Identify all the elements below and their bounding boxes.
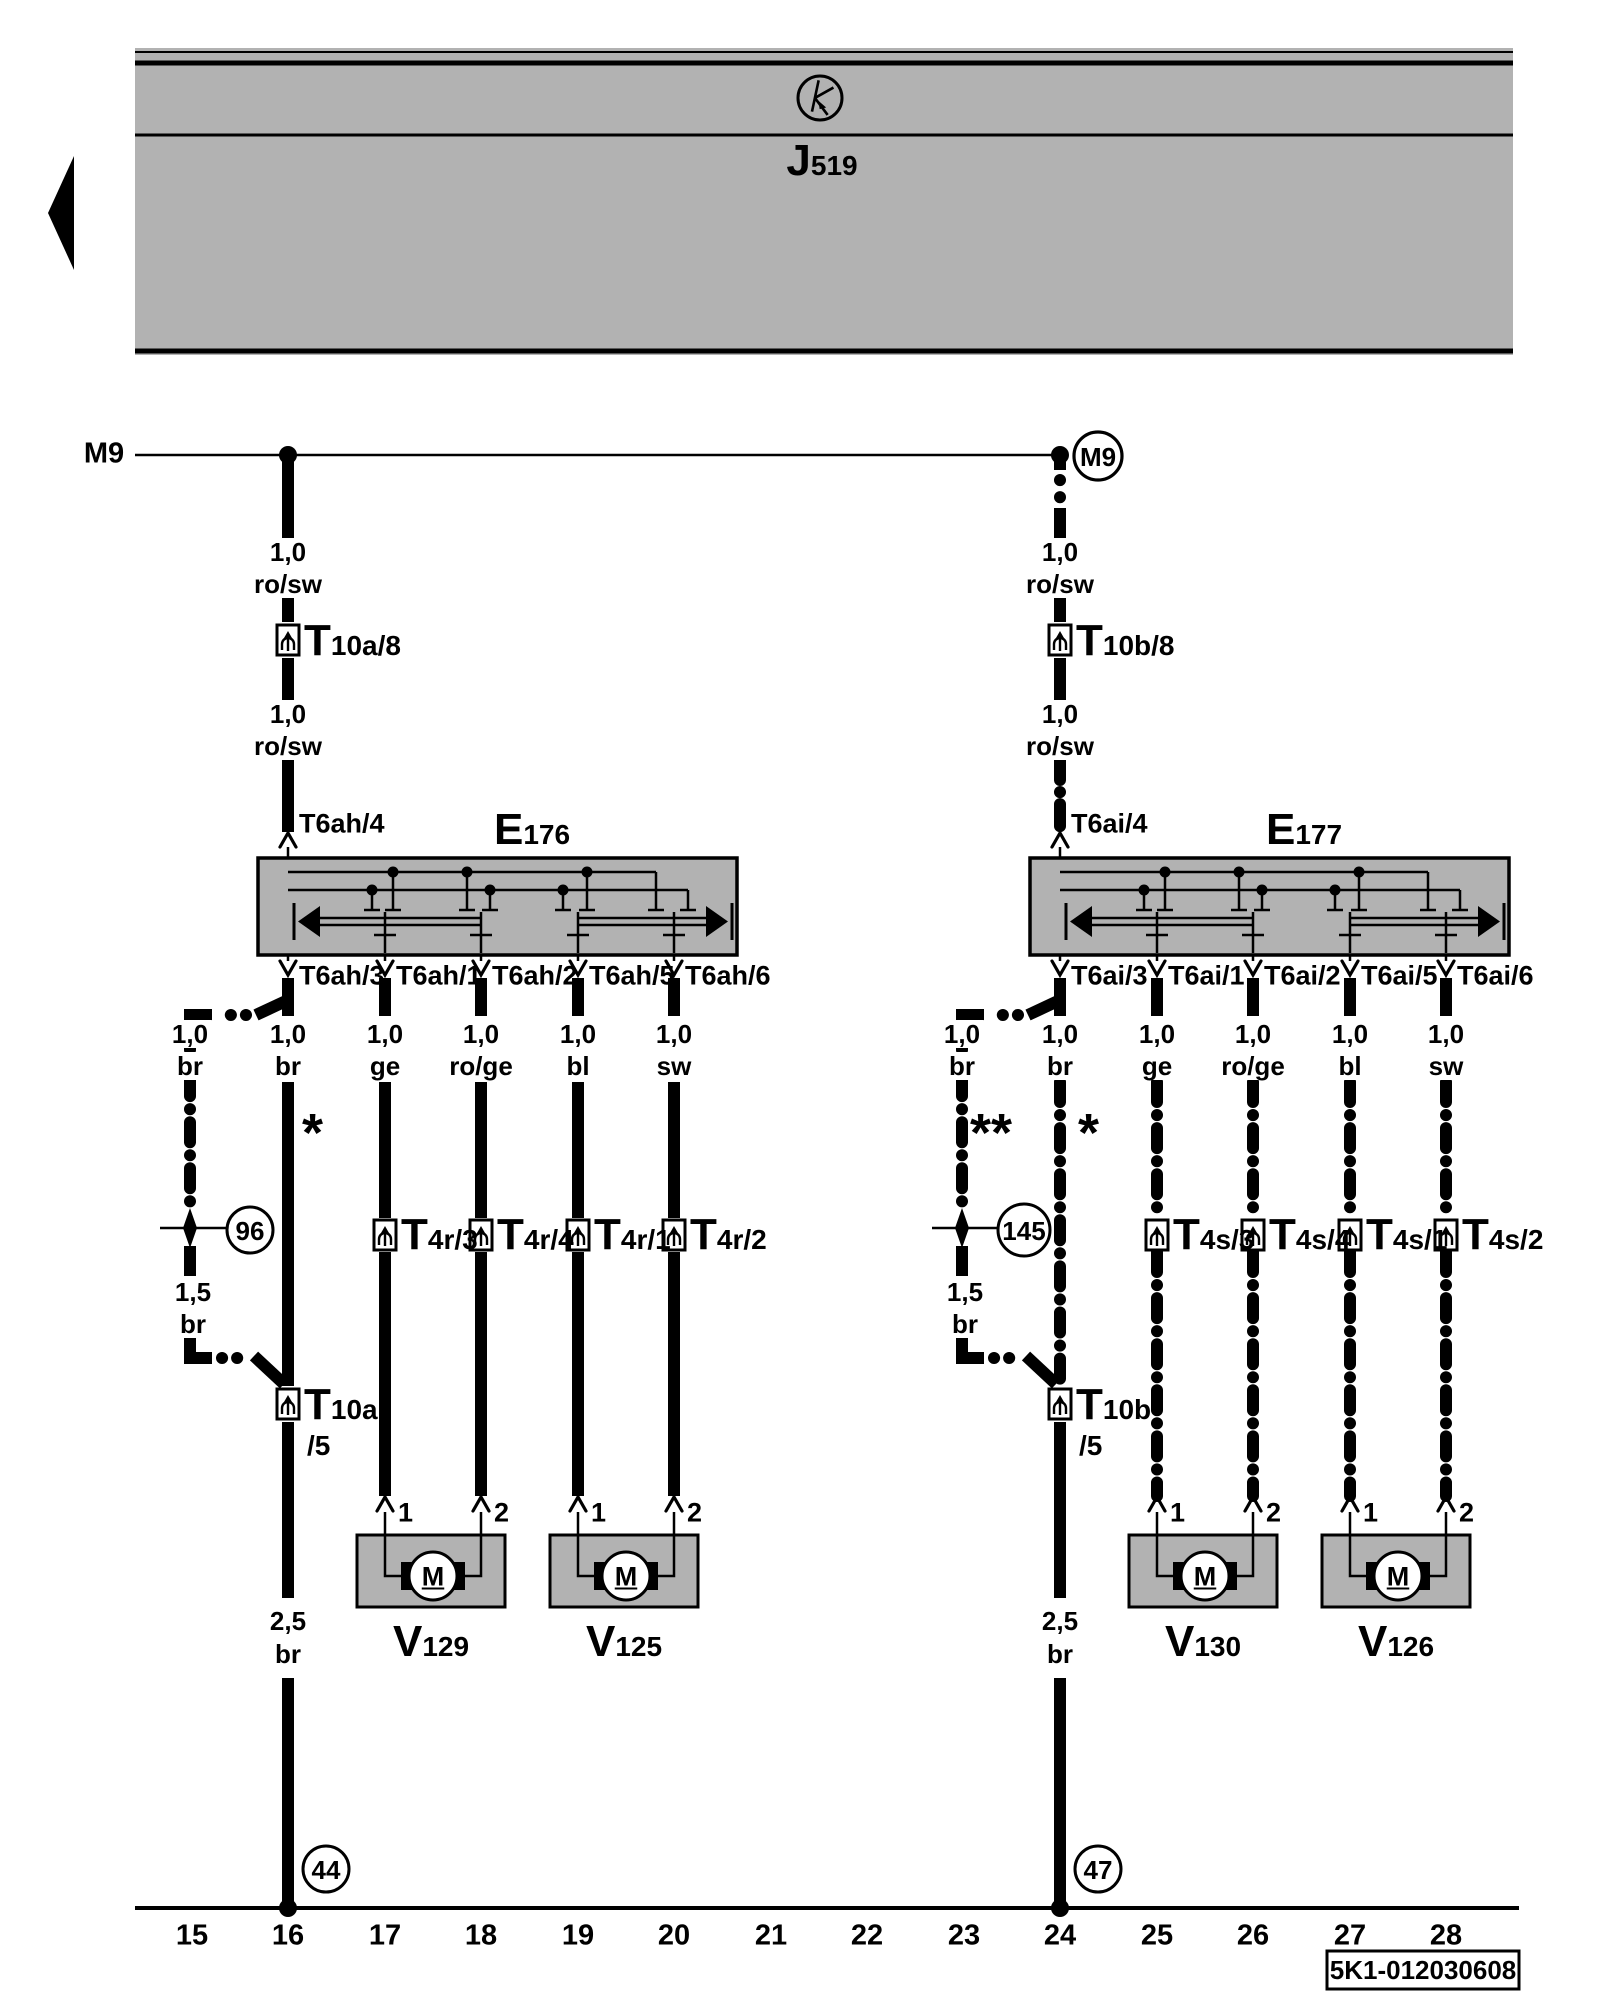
- pin-label: T6ai/3: [1071, 960, 1148, 991]
- wire-gauge-label: 1,0: [1038, 538, 1082, 566]
- wire-gauge-label: 1,0: [556, 1020, 600, 1048]
- track-number: 28: [1429, 1919, 1463, 1952]
- track-number: 19: [561, 1919, 595, 1952]
- footnote-star: **: [970, 1103, 1013, 1163]
- ground-node-label: 145: [1002, 1216, 1046, 1246]
- wire-color-label: br: [945, 1052, 979, 1080]
- node-47-label: 47: [1083, 1855, 1113, 1885]
- wire-color-label: ro/sw: [250, 732, 326, 760]
- e176-ref-label: E176: [493, 805, 571, 854]
- node-44-label: 44: [311, 1855, 341, 1885]
- connector-label: T4s/2: [1462, 1210, 1544, 1259]
- e177-ref-label: E177: [1265, 805, 1343, 854]
- wire-color-label: ro/sw: [250, 570, 326, 598]
- motor-pin-number: 2: [1266, 1497, 1282, 1528]
- connector-label-t10b: T10b: [1076, 1380, 1152, 1429]
- wire-gauge-label: 1,0: [266, 700, 310, 728]
- wire-gauge-label: 1,0: [940, 1020, 984, 1048]
- wire-color-label: ge: [1138, 1052, 1176, 1080]
- left-main-brown-wire: [256, 978, 288, 1908]
- motor-m-symbol: M: [421, 1561, 445, 1592]
- ground-node-label: 96: [235, 1216, 265, 1246]
- track-number: 15: [175, 1919, 209, 1952]
- pin-label: T6ai/2: [1264, 960, 1341, 991]
- motor-m-symbol: M: [1193, 1561, 1217, 1592]
- pin-label: T6ah/6: [685, 960, 771, 991]
- connector-t10a8-icon: [277, 625, 299, 655]
- connector-label: T4r/3: [401, 1210, 478, 1259]
- connector-label: T4s/3: [1173, 1210, 1255, 1259]
- part-number-label: 5K1-012030608: [1329, 1955, 1517, 1985]
- j519-ref-label: J519: [786, 136, 858, 185]
- right-main-brown-wire: [1028, 978, 1060, 1908]
- track-number: 17: [368, 1919, 402, 1952]
- connector-label-t10a8: T10a/8: [304, 616, 401, 665]
- track-number: 24: [1043, 1919, 1077, 1952]
- wire-gauge-label: 1,0: [1038, 700, 1082, 728]
- connector-label: T4r/2: [690, 1210, 767, 1259]
- wire-color-label: ge: [366, 1052, 404, 1080]
- motor-ref-v125: V125: [585, 1617, 663, 1666]
- wire-color-label: ro/sw: [1022, 570, 1098, 598]
- wire-color-label: sw: [653, 1052, 696, 1080]
- wire-gauge-label: 1,0: [1135, 1020, 1179, 1048]
- motor-m-symbol: M: [614, 1561, 638, 1592]
- motor-pin-number: 2: [687, 1497, 703, 1528]
- connector-label-t10a: T10a: [304, 1380, 378, 1429]
- wire-color-label: sw: [1425, 1052, 1468, 1080]
- wire-color-label: bl: [1334, 1052, 1365, 1080]
- wire-color-label: ro/ge: [445, 1052, 517, 1080]
- m9-node-label: M9: [1079, 442, 1117, 472]
- pin-chevron-icon: [280, 833, 296, 847]
- wire-gauge-label: 1,0: [1424, 1020, 1468, 1048]
- pin-label: T6ai/4: [1071, 808, 1148, 839]
- connector-label: T4r/4: [497, 1210, 574, 1259]
- track-number: 23: [947, 1919, 981, 1952]
- motor-pin-number: 1: [591, 1497, 607, 1528]
- pin-label: T6ai/5: [1361, 960, 1438, 991]
- wire-color-label: bl: [562, 1052, 593, 1080]
- wire-gauge-label: 1,5: [943, 1278, 987, 1306]
- wire-gauge-label: 1,0: [363, 1020, 407, 1048]
- wire-gauge-label: 1,0: [1038, 1020, 1082, 1048]
- wire-color-label: br: [173, 1052, 207, 1080]
- wire-gauge-label: 1,0: [266, 1020, 310, 1048]
- footnote-star: *: [302, 1103, 324, 1163]
- motor-pin-number: 1: [1363, 1497, 1379, 1528]
- e176-switch-box: [258, 858, 737, 955]
- track-number: 16: [271, 1919, 305, 1952]
- wire-color-label: br: [948, 1310, 982, 1338]
- wire-color-label: ro/sw: [1022, 732, 1098, 760]
- wire-color-label: br: [1043, 1052, 1077, 1080]
- track-number: 26: [1236, 1919, 1270, 1952]
- wire-gauge-label: 1,5: [171, 1278, 215, 1306]
- page-back-arrow-icon[interactable]: [48, 156, 74, 270]
- track-number: 18: [464, 1919, 498, 1952]
- connector-label: T4r/1: [594, 1210, 671, 1259]
- wire-gauge-label: 2,5: [1038, 1607, 1082, 1635]
- footnote-star: *: [1078, 1103, 1100, 1163]
- connector-t10b8-icon: [1049, 625, 1071, 655]
- pin-label: T6ah/3: [299, 960, 385, 991]
- track-number: 25: [1140, 1919, 1174, 1952]
- wire-gauge-label: 2,5: [266, 1607, 310, 1635]
- m9-rail-label: M9: [83, 437, 125, 470]
- wire-color-label: br: [271, 1640, 305, 1668]
- pin-chevron-icon: [1052, 833, 1068, 847]
- connector-label: T4s/4: [1269, 1210, 1351, 1259]
- connector-t10b-icon: [1049, 1389, 1071, 1419]
- wire-gauge-label: 1,0: [266, 538, 310, 566]
- motor-ref-v130: V130: [1164, 1617, 1242, 1666]
- pin-label: T6ah/2: [492, 960, 578, 991]
- wire-color-label: br: [1043, 1640, 1077, 1668]
- motor-pin-number: 2: [1459, 1497, 1475, 1528]
- pin-label: T6ah/4: [299, 808, 385, 839]
- wire-color-label: br: [271, 1052, 305, 1080]
- wire-gauge-label: 1,0: [652, 1020, 696, 1048]
- wire-color-label: br: [176, 1310, 210, 1338]
- motor-pin-number: 1: [398, 1497, 414, 1528]
- motor-ref-v126: V126: [1357, 1617, 1435, 1666]
- wire-color-label: ro/ge: [1217, 1052, 1289, 1080]
- motor-m-symbol: M: [1386, 1561, 1410, 1592]
- track-number: 27: [1333, 1919, 1367, 1952]
- wire-gauge-label: 1,0: [459, 1020, 503, 1048]
- wire-gauge-label: 1,0: [1231, 1020, 1275, 1048]
- track-number: 22: [850, 1919, 884, 1952]
- pin-label: T6ai/1: [1168, 960, 1245, 991]
- connector-t10a-icon: [277, 1389, 299, 1419]
- pin-label: T6ah/1: [396, 960, 482, 991]
- track-number: 20: [657, 1919, 691, 1952]
- connector-pin-label: /5: [1079, 1430, 1103, 1461]
- pin-label: T6ai/6: [1457, 960, 1534, 991]
- e177-switch-box: [1030, 858, 1509, 955]
- motor-pin-number: 1: [1170, 1497, 1186, 1528]
- track-number: 21: [754, 1919, 788, 1952]
- pin-label: T6ah/5: [589, 960, 675, 991]
- wire-gauge-label: 1,0: [1328, 1020, 1372, 1048]
- connector-pin-label: /5: [307, 1430, 331, 1461]
- connector-label: T4s/1: [1366, 1210, 1448, 1259]
- motor-pin-number: 2: [494, 1497, 510, 1528]
- connector-label-t10b8: T10b/8: [1076, 616, 1175, 665]
- motor-ref-v129: V129: [392, 1617, 470, 1666]
- wire-gauge-label: 1,0: [168, 1020, 212, 1048]
